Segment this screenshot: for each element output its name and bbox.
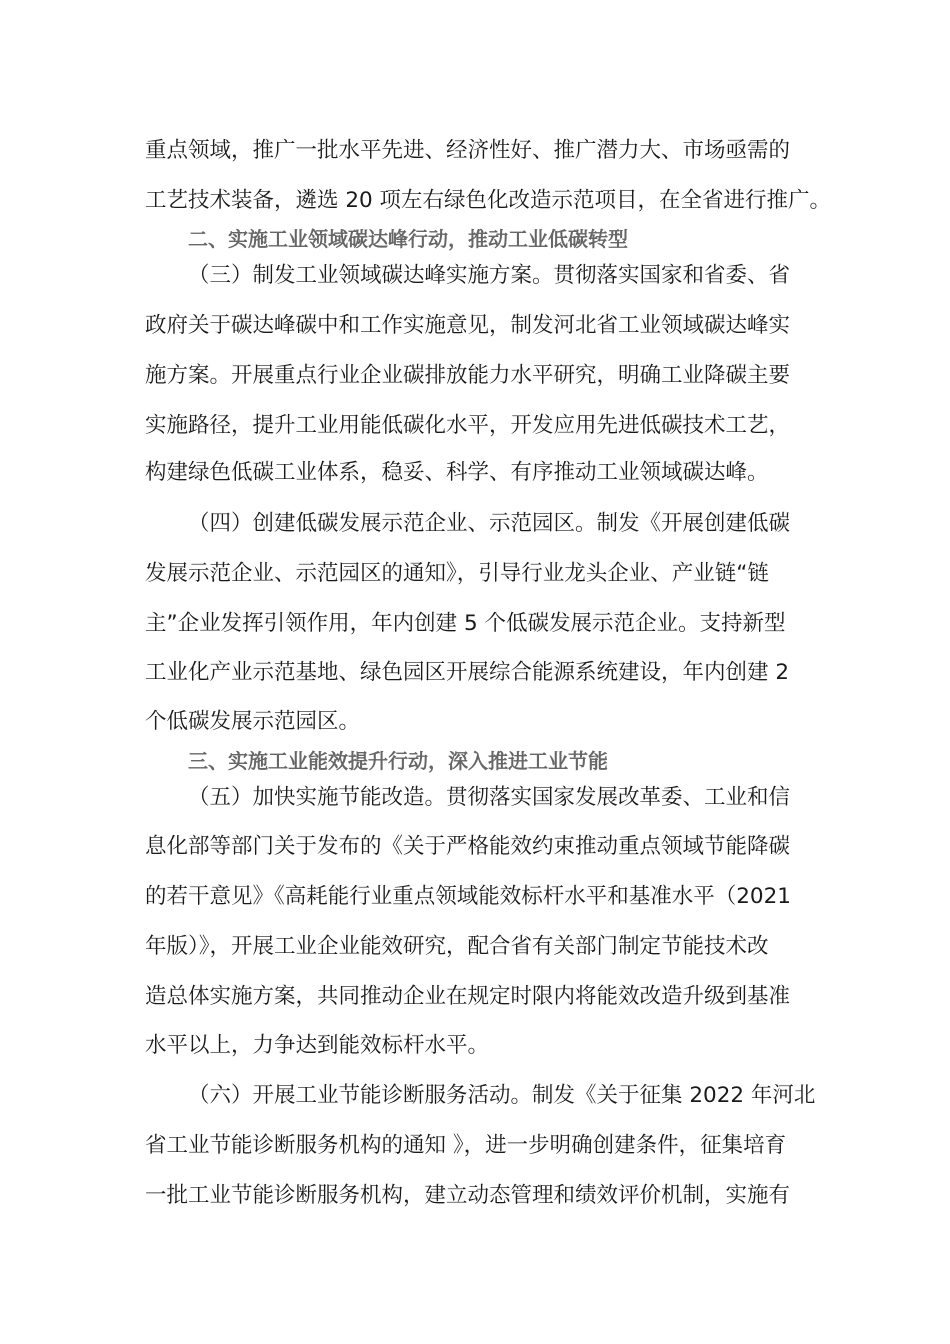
paragraph-line: 年版）》，开展工业企业能效研究，配合省有关部门制定节能技术改 [145,934,769,959]
paragraph-line: 省工业节能诊断服务机构的通知 》，进一步明确创建条件，征集培育 [145,1133,787,1158]
paragraph-line: （五）加快实施节能改造。贯彻落实国家发展改革委、工业和信 [188,785,791,810]
paragraph-line: 发展示范企业、示范园区的通知》，引导行业龙头企业、产业链“链 [145,561,769,586]
paragraph-line: （三）制发工业领域碳达峰实施方案。贯彻落实国家和省委、省 [188,263,791,288]
paragraph-line: （六）开展工业节能诊断服务活动。制发《关于征集 2022 年河北 [188,1083,816,1108]
paragraph-line: 主”企业发挥引领作用，年内创建 5 个低碳发展示范企业。支持新型 [145,611,786,636]
paragraph-line: 工艺技术装备，遴选 20 项左右绿色化改造示范项目，在全省进行推广。 [145,188,832,213]
section-heading: 三、实施工业能效提升行动，深入推进工业节能 [188,749,608,773]
section-heading: 二、实施工业领域碳达峰行动，推动工业低碳转型 [188,227,628,251]
paragraph-line: 施方案。开展重点行业企业碳排放能力水平研究，明确工业降碳主要 [145,363,791,388]
paragraph-line: 一批工业节能诊断服务机构，建立动态管理和绩效评价机制，实施有 [145,1183,791,1208]
paragraph-line: 个低碳发展示范园区。 [145,709,361,734]
paragraph-line: 造总体实施方案，共同推动企业在规定时限内将能效改造升级到基准 [145,984,791,1009]
paragraph-line: 息化部等部门关于发布的《关于严格能效约束推动重点领域节能降碳 [145,834,791,859]
paragraph-line: 实施路径，提升工业用能低碳化水平，开发应用先进低碳技术工艺， [145,413,791,438]
paragraph-line: 重点领域，推广一批水平先进、经济性好、推广潜力大、市场亟需的 [145,138,791,163]
paragraph-line: 构建绿色低碳工业体系，稳妥、科学、有序推动工业领域碳达峰。 [145,460,769,485]
paragraph-line: 政府关于碳达峰碳中和工作实施意见，制发河北省工业领域碳达峰实 [145,313,791,338]
paragraph-line: 水平以上，力争达到能效标杆水平。 [145,1033,490,1058]
paragraph-line: （四）创建低碳发展示范企业、示范园区。制发《开展创建低碳 [188,511,791,536]
paragraph-line: 工业化产业示范基地、绿色园区开展综合能源系统建设，年内创建 2 [145,660,790,685]
paragraph-line: 的若干意见》《高耗能行业重点领域能效标杆水平和基准水平（2021 [145,884,791,909]
